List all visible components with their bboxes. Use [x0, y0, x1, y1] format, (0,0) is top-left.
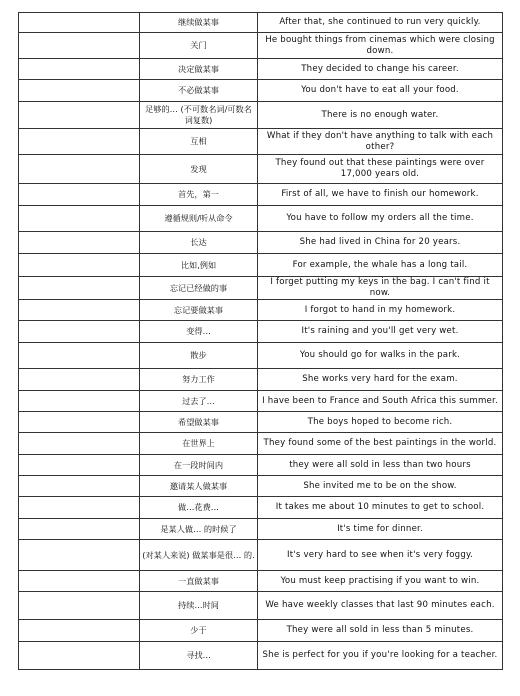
chinese-phrase-cell: 互相 [140, 129, 258, 155]
chinese-phrase-cell: 长达 [140, 232, 258, 254]
english-example-cell: They found out that these paintings were over 17,000 years old. [258, 155, 503, 184]
blank-cell [19, 155, 140, 184]
chinese-phrase-cell: 不必做某事 [140, 80, 258, 102]
blank-cell [19, 343, 140, 369]
chinese-phrase-cell: 持续…时间 [140, 592, 258, 620]
table-row [19, 571, 503, 592]
blank-cell [19, 540, 140, 571]
blank-cell [19, 592, 140, 620]
blank-cell [19, 391, 140, 412]
english-example-cell: We have weekly classes that last 90 minutes each. [258, 592, 503, 620]
blank-cell [19, 519, 140, 540]
english-example-cell: She invited me to be on the show. [258, 476, 503, 497]
chinese-phrase-cell: 遵循规则/听从命令 [140, 206, 258, 232]
english-example-cell: You should go for walks in the park. [258, 343, 503, 369]
table-row [19, 321, 503, 343]
chinese-phrase-cell: 希望做某事 [140, 412, 258, 433]
english-example-cell: they were all sold in less than two hours [258, 455, 503, 476]
english-example-cell: I forget putting my keys in the bag. I can't find it now. [258, 277, 503, 300]
blank-cell [19, 433, 140, 455]
blank-cell [19, 184, 140, 206]
blank-cell [19, 321, 140, 343]
table-row [19, 391, 503, 412]
table-row [19, 433, 503, 455]
table-row [19, 540, 503, 571]
chinese-phrase-cell: 做…花费… [140, 497, 258, 519]
chinese-phrase-cell: 继续做某事 [140, 13, 258, 33]
english-example-cell: It's very hard to see when it's very foggy. [258, 540, 503, 571]
table-row [19, 620, 503, 642]
english-example-cell: It's time for dinner. [258, 519, 503, 540]
table-row [19, 206, 503, 232]
english-example-cell: You don't have to eat all your food. [258, 80, 503, 102]
table-row [19, 455, 503, 476]
english-example-cell: She works very hard for the exam. [258, 369, 503, 391]
chinese-phrase-cell: 过去了… [140, 391, 258, 412]
blank-cell [19, 232, 140, 254]
chinese-phrase-cell: 在一段时间内 [140, 455, 258, 476]
blank-cell [19, 80, 140, 102]
english-example-cell: It's raining and you'll get very wet. [258, 321, 503, 343]
chinese-phrase-cell: 足够的… (不可数名词/可数名词复数) [140, 102, 258, 129]
chinese-phrase-cell: 忘记已经做的事 [140, 277, 258, 300]
english-example-cell: I have been to France and South Africa this summer. [258, 391, 503, 412]
table-row [19, 412, 503, 433]
chinese-phrase-cell: 是某人做… 的时候了 [140, 519, 258, 540]
table-row [19, 254, 503, 277]
english-example-cell: They were all sold in less than 5 minutes. [258, 620, 503, 642]
table-row [19, 369, 503, 391]
blank-cell [19, 300, 140, 321]
chinese-phrase-cell: 比如,例如 [140, 254, 258, 277]
table-row [19, 277, 503, 300]
table-row [19, 129, 503, 155]
chinese-phrase-cell: 邀请某人做某事 [140, 476, 258, 497]
english-example-cell: First of all, we have to finish our homework. [258, 184, 503, 206]
chinese-phrase-cell: 决定做某事 [140, 59, 258, 80]
blank-cell [19, 571, 140, 592]
blank-cell [19, 254, 140, 277]
english-example-cell: For example, the whale has a long tail. [258, 254, 503, 277]
table-row [19, 13, 503, 33]
english-example-cell: I forgot to hand in my homework. [258, 300, 503, 321]
english-example-cell: After that, she continued to run very quickly. [258, 13, 503, 33]
chinese-phrase-cell: 努力工作 [140, 369, 258, 391]
phrase-table [18, 12, 503, 670]
blank-cell [19, 129, 140, 155]
english-example-cell: She had lived in China for 20 years. [258, 232, 503, 254]
blank-cell [19, 620, 140, 642]
chinese-phrase-cell: 关门 [140, 33, 258, 59]
table-row [19, 642, 503, 670]
blank-cell [19, 455, 140, 476]
table-row [19, 519, 503, 540]
chinese-phrase-cell: 变得… [140, 321, 258, 343]
english-example-cell: They found some of the best paintings in the world. [258, 433, 503, 455]
table-row [19, 59, 503, 80]
blank-cell [19, 13, 140, 33]
chinese-phrase-cell: 寻找… [140, 642, 258, 670]
table-row [19, 497, 503, 519]
chinese-phrase-cell: 一直做某事 [140, 571, 258, 592]
table-row [19, 80, 503, 102]
english-example-cell: They decided to change his career. [258, 59, 503, 80]
english-example-cell: She is perfect for you if you're looking for a teacher. [258, 642, 503, 670]
english-example-cell: What if they don't have anything to talk with each other? [258, 129, 503, 155]
chinese-phrase-cell: 散步 [140, 343, 258, 369]
table-row [19, 33, 503, 59]
english-example-cell: There is no enough water. [258, 102, 503, 129]
table-row [19, 592, 503, 620]
table-row [19, 476, 503, 497]
chinese-phrase-cell: 忘记要做某事 [140, 300, 258, 321]
english-example-cell: You must keep practising if you want to win. [258, 571, 503, 592]
english-example-cell: The boys hoped to become rich. [258, 412, 503, 433]
blank-cell [19, 369, 140, 391]
blank-cell [19, 102, 140, 129]
chinese-phrase-cell: 在世界上 [140, 433, 258, 455]
blank-cell [19, 642, 140, 670]
chinese-phrase-cell: 首先，第一 [140, 184, 258, 206]
chinese-phrase-cell: 少于 [140, 620, 258, 642]
phrase-table-body [19, 13, 503, 670]
english-example-cell: He bought things from cinemas which were closing down. [258, 33, 503, 59]
blank-cell [19, 33, 140, 59]
table-row [19, 155, 503, 184]
chinese-phrase-cell: (对某人来说) 做某事是很… 的. [140, 540, 258, 571]
table-row [19, 232, 503, 254]
english-example-cell: It takes me about 10 minutes to get to school. [258, 497, 503, 519]
table-row [19, 184, 503, 206]
blank-cell [19, 59, 140, 80]
table-row [19, 300, 503, 321]
blank-cell [19, 412, 140, 433]
blank-cell [19, 206, 140, 232]
blank-cell [19, 476, 140, 497]
blank-cell [19, 277, 140, 300]
table-row [19, 343, 503, 369]
chinese-phrase-cell: 发现 [140, 155, 258, 184]
table-row [19, 102, 503, 129]
english-example-cell: You have to follow my orders all the time. [258, 206, 503, 232]
blank-cell [19, 497, 140, 519]
